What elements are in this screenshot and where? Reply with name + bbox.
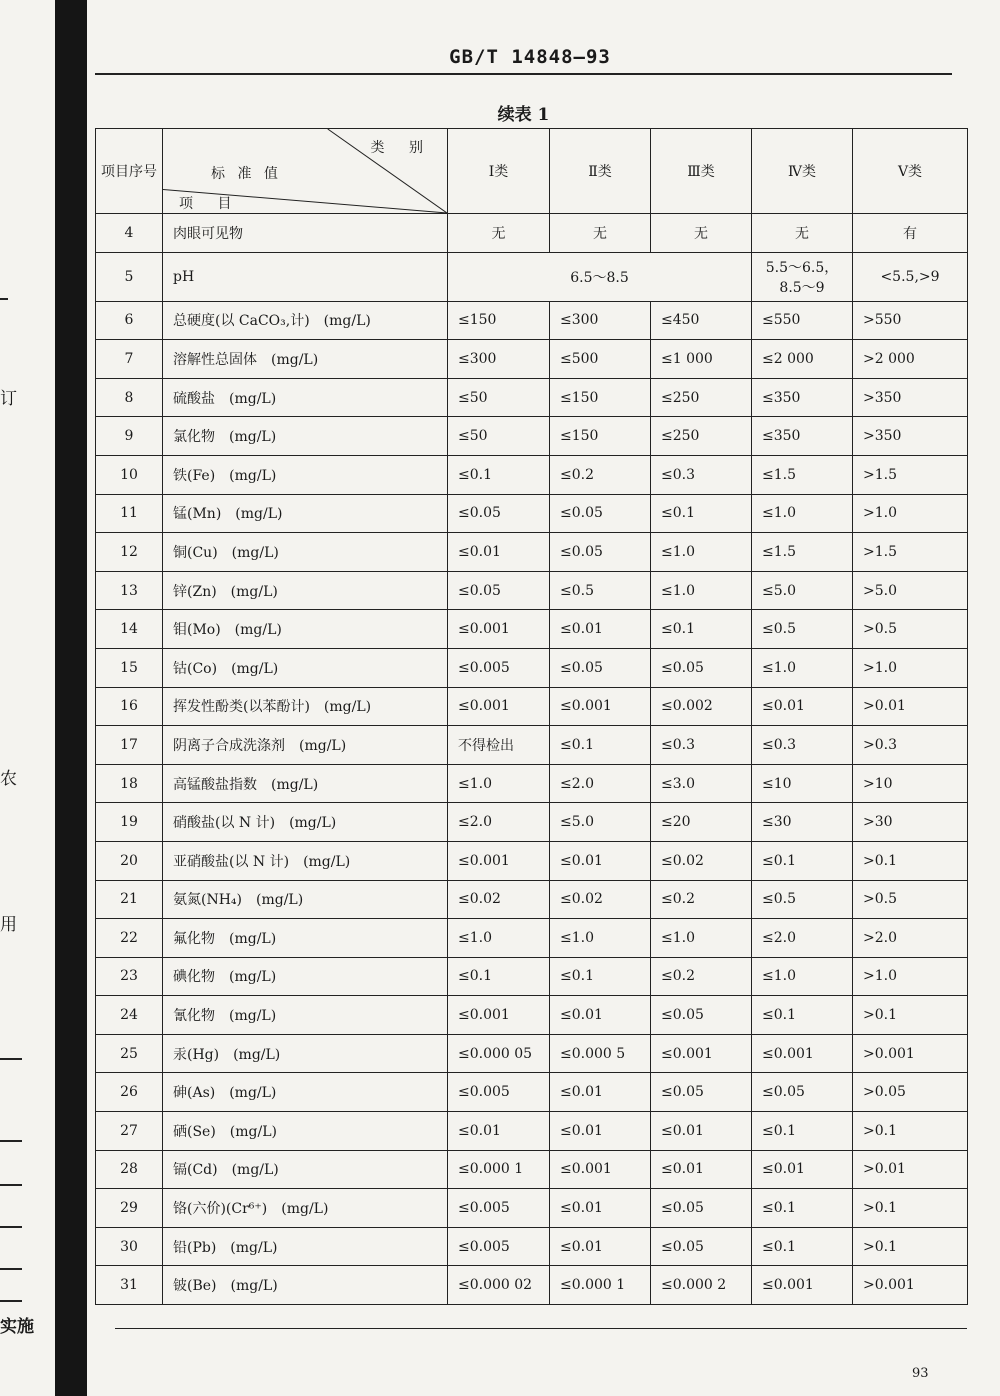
item-name: 氟化物 (mg/L) <box>163 919 448 958</box>
value-class-4: ≤0.001 <box>752 1266 853 1305</box>
scan-binding-edge <box>55 0 87 1396</box>
value-class-1: ≤0.1 <box>448 957 550 996</box>
value-class-2: ≤0.05 <box>550 648 651 687</box>
class-header-5: Ⅴ类 <box>853 129 968 214</box>
item-name: 汞(Hg) (mg/L) <box>163 1034 448 1073</box>
value-class-1: ≤0.000 05 <box>448 1034 550 1073</box>
value-class-5: >1.0 <box>853 494 968 533</box>
value-class-1: ≤300 <box>448 340 550 379</box>
table-row <box>96 340 968 379</box>
value-class-5: >30 <box>853 803 968 842</box>
value-class-1: ≤150 <box>448 301 550 340</box>
table-row <box>96 378 968 417</box>
table-row <box>96 1189 968 1228</box>
value-class-5: >0.01 <box>853 1150 968 1189</box>
value-class-2: ≤0.05 <box>550 494 651 533</box>
table-row <box>96 494 968 533</box>
item-number: 16 <box>96 687 163 726</box>
item-number: 20 <box>96 841 163 880</box>
value-class-1: ≤0.005 <box>448 648 550 687</box>
value-class-2: ≤0.02 <box>550 880 651 919</box>
table-row <box>96 301 968 340</box>
value-class-1: ≤0.005 <box>448 1227 550 1266</box>
margin-rule <box>0 1140 22 1142</box>
item-name: 锌(Zn) (mg/L) <box>163 571 448 610</box>
item-name: 砷(As) (mg/L) <box>163 1073 448 1112</box>
value-class-4: ≤0.1 <box>752 841 853 880</box>
item-number: 4 <box>96 214 163 253</box>
value-class-4: ≤2 000 <box>752 340 853 379</box>
value-class-4: ≤0.5 <box>752 880 853 919</box>
item-number: 7 <box>96 340 163 379</box>
value-class-3: ≤0.001 <box>651 1034 752 1073</box>
value-class-5: >0.05 <box>853 1073 968 1112</box>
value-class-5: >0.5 <box>853 610 968 649</box>
value-class-4: ≤0.1 <box>752 1112 853 1151</box>
value-class-2: ≤0.01 <box>550 1073 651 1112</box>
standard-id-header: GB/T 14848—93 <box>449 46 611 68</box>
value-class-3: ≤0.01 <box>651 1150 752 1189</box>
value-class-4: ≤1.5 <box>752 533 853 572</box>
table-header-row <box>96 129 968 214</box>
value-class-2: ≤0.01 <box>550 996 651 1035</box>
table-row <box>96 880 968 919</box>
margin-rule <box>0 298 8 300</box>
item-number: 19 <box>96 803 163 842</box>
value-class-5: >0.1 <box>853 1112 968 1151</box>
value-class-1: ≤1.0 <box>448 764 550 803</box>
value-class-2: ≤0.01 <box>550 610 651 649</box>
item-number: 8 <box>96 378 163 417</box>
value-class-1: ≤0.05 <box>448 571 550 610</box>
value-class-4: ≤2.0 <box>752 919 853 958</box>
item-name: 铍(Be) (mg/L) <box>163 1266 448 1305</box>
value-class-4: 5.5～6.5，8.5～9 <box>752 252 853 301</box>
margin-char-3: 用 <box>0 915 17 935</box>
margin-char-1: 订 <box>0 389 17 409</box>
margin-rule <box>0 1300 22 1302</box>
item-number: 28 <box>96 1150 163 1189</box>
value-class-3: ≤0.05 <box>651 996 752 1035</box>
value-class-3: ≤0.000 2 <box>651 1266 752 1305</box>
value-class-2: ≤0.1 <box>550 957 651 996</box>
item-name: 氨氮(NH₄) (mg/L) <box>163 880 448 919</box>
value-class-5: >550 <box>853 301 968 340</box>
value-class-2: ≤0.000 1 <box>550 1266 651 1305</box>
value-class-3: ≤0.2 <box>651 957 752 996</box>
table-row <box>96 1034 968 1073</box>
value-class-5: >10 <box>853 764 968 803</box>
item-name: 铁(Fe) (mg/L) <box>163 455 448 494</box>
value-class-1: ≤0.001 <box>448 996 550 1035</box>
item-name: 铬(六价)(Cr⁶⁺) (mg/L) <box>163 1189 448 1228</box>
table-caption: 续表 1 <box>497 105 550 125</box>
value-class-3: 无 <box>651 214 752 253</box>
header-rule <box>95 73 952 75</box>
value-class-1: ≤1.0 <box>448 919 550 958</box>
class-header-2: Ⅱ类 <box>550 129 651 214</box>
value-class-3: ≤0.1 <box>651 494 752 533</box>
value-class-1: ≤0.01 <box>448 1112 550 1151</box>
item-name: 镉(Cd) (mg/L) <box>163 1150 448 1189</box>
table-row <box>96 996 968 1035</box>
item-number: 17 <box>96 726 163 765</box>
value-class-2: ≤150 <box>550 378 651 417</box>
item-name: 铜(Cu) (mg/L) <box>163 533 448 572</box>
value-class-1: ≤0.1 <box>448 455 550 494</box>
item-number: 10 <box>96 455 163 494</box>
value-class-4: ≤0.001 <box>752 1034 853 1073</box>
item-number: 21 <box>96 880 163 919</box>
item-number: 11 <box>96 494 163 533</box>
value-class-3: ≤3.0 <box>651 764 752 803</box>
item-number: 23 <box>96 957 163 996</box>
value-class-5: >1.5 <box>853 455 968 494</box>
table-row <box>96 610 968 649</box>
value-class-2: ≤0.01 <box>550 1227 651 1266</box>
margin-rule <box>0 1268 22 1270</box>
value-class-4: ≤1.0 <box>752 494 853 533</box>
item-label: 项 目 <box>179 196 242 212</box>
item-name: 肉眼可见物 <box>163 214 448 253</box>
value-class-4: ≤0.05 <box>752 1073 853 1112</box>
item-number: 24 <box>96 996 163 1035</box>
item-name: 碘化物 (mg/L) <box>163 957 448 996</box>
table-row <box>96 214 968 253</box>
value-class-4: ≤5.0 <box>752 571 853 610</box>
table-row <box>96 764 968 803</box>
table-row <box>96 417 968 456</box>
margin-rule <box>0 1184 22 1186</box>
table-row <box>96 1227 968 1266</box>
value-class-5: >0.1 <box>853 1227 968 1266</box>
item-name: 挥发性酚类(以苯酚计) (mg/L) <box>163 687 448 726</box>
item-number: 25 <box>96 1034 163 1073</box>
value-class-2: ≤0.5 <box>550 571 651 610</box>
value-class-1: ≤0.000 1 <box>448 1150 550 1189</box>
value-class-3: ≤250 <box>651 378 752 417</box>
value-class-3: ≤0.3 <box>651 726 752 765</box>
table-row <box>96 1112 968 1151</box>
margin-rule <box>0 1058 22 1060</box>
value-class-2: ≤0.01 <box>550 841 651 880</box>
value-class-3: ≤0.05 <box>651 1073 752 1112</box>
value-class-4: ≤350 <box>752 417 853 456</box>
item-number: 15 <box>96 648 163 687</box>
item-name: 总硬度(以 CaCO₃,计) (mg/L) <box>163 301 448 340</box>
item-number: 18 <box>96 764 163 803</box>
margin-char-2: 农 <box>0 769 17 789</box>
table-row <box>96 803 968 842</box>
water-quality-table <box>95 128 968 1305</box>
value-class-5: >350 <box>853 378 968 417</box>
value-class-1: ≤0.02 <box>448 880 550 919</box>
value-class-5: >2.0 <box>853 919 968 958</box>
value-class-3: ≤0.05 <box>651 648 752 687</box>
value-class-3: ≤0.2 <box>651 880 752 919</box>
table-row <box>96 1073 968 1112</box>
value-class-3: ≤0.05 <box>651 1189 752 1228</box>
value-class-1: ≤0.05 <box>448 494 550 533</box>
value-class-5: >1.5 <box>853 533 968 572</box>
table-row <box>96 726 968 765</box>
value-class-1: ≤2.0 <box>448 803 550 842</box>
item-number: 22 <box>96 919 163 958</box>
table-row <box>96 841 968 880</box>
item-name: 硒(Se) (mg/L) <box>163 1112 448 1151</box>
value-class-5: >1.0 <box>853 648 968 687</box>
item-name: 氯化物 (mg/L) <box>163 417 448 456</box>
value-class-1: ≤0.005 <box>448 1189 550 1228</box>
value-class-5: >0.1 <box>853 841 968 880</box>
value-class-1: ≤0.000 02 <box>448 1266 550 1305</box>
value-class-2: 无 <box>550 214 651 253</box>
item-name: 钴(Co) (mg/L) <box>163 648 448 687</box>
value-class-4: ≤550 <box>752 301 853 340</box>
value-class-4: ≤10 <box>752 764 853 803</box>
item-number: 29 <box>96 1189 163 1228</box>
class-header-3: Ⅲ类 <box>651 129 752 214</box>
table-row <box>96 687 968 726</box>
table-row <box>96 1266 968 1305</box>
value-class-2: ≤0.001 <box>550 687 651 726</box>
item-number: 9 <box>96 417 163 456</box>
item-number: 12 <box>96 533 163 572</box>
value-class-1: ≤0.01 <box>448 533 550 572</box>
item-name: 锰(Mn) (mg/L) <box>163 494 448 533</box>
table-row <box>96 919 968 958</box>
value-class-4: 无 <box>752 214 853 253</box>
table-row <box>96 455 968 494</box>
value-class-5: 有 <box>853 214 968 253</box>
margin-rule <box>0 1226 22 1228</box>
value-class-2: ≤0.001 <box>550 1150 651 1189</box>
category-label: 类 别 <box>370 140 433 156</box>
value-class-3: ≤450 <box>651 301 752 340</box>
standard-value-label: 标 准 值 <box>211 166 282 182</box>
item-number: 27 <box>96 1112 163 1151</box>
value-class-4: ≤350 <box>752 378 853 417</box>
item-number: 31 <box>96 1266 163 1305</box>
margin-char-4: 实施 <box>0 1317 34 1337</box>
value-class-3: ≤0.05 <box>651 1227 752 1266</box>
value-class-4: ≤30 <box>752 803 853 842</box>
table-row <box>96 533 968 572</box>
value-class-3: ≤250 <box>651 417 752 456</box>
value-class-3: ≤20 <box>651 803 752 842</box>
value-class-1: 无 <box>448 214 550 253</box>
value-class-5: >0.001 <box>853 1034 968 1073</box>
value-class-5: >0.01 <box>853 687 968 726</box>
value-class-2: ≤0.01 <box>550 1189 651 1228</box>
value-class-5: >0.5 <box>853 880 968 919</box>
value-class-1: ≤50 <box>448 378 550 417</box>
value-class-5: >350 <box>853 417 968 456</box>
value-class-1: ≤0.001 <box>448 841 550 880</box>
value-class-2: ≤0.05 <box>550 533 651 572</box>
item-name: 溶解性总固体 (mg/L) <box>163 340 448 379</box>
value-class-5: >1.0 <box>853 957 968 996</box>
value-class-4: ≤0.01 <box>752 687 853 726</box>
item-name: 氰化物 (mg/L) <box>163 996 448 1035</box>
value-class-3: ≤0.02 <box>651 841 752 880</box>
value-class-1: ≤0.001 <box>448 687 550 726</box>
item-number: 14 <box>96 610 163 649</box>
value-class-5: >0.1 <box>853 1189 968 1228</box>
value-class-4: ≤0.1 <box>752 1227 853 1266</box>
class-header-4: Ⅳ类 <box>752 129 853 214</box>
value-class-2: ≤150 <box>550 417 651 456</box>
table-row <box>96 648 968 687</box>
value-class-4: ≤0.5 <box>752 610 853 649</box>
value-class-4: ≤0.1 <box>752 1189 853 1228</box>
value-class-2: ≤300 <box>550 301 651 340</box>
value-class-5: >2 000 <box>853 340 968 379</box>
value-class-3: ≤0.002 <box>651 687 752 726</box>
item-number: 30 <box>96 1227 163 1266</box>
value-class-3: ≤0.3 <box>651 455 752 494</box>
value-class-2: ≤0.000 5 <box>550 1034 651 1073</box>
table-row <box>96 957 968 996</box>
value-class-4: ≤1.0 <box>752 957 853 996</box>
value-class-5: >0.1 <box>853 996 968 1035</box>
item-number: 5 <box>96 252 163 301</box>
value-class-1: ≤50 <box>448 417 550 456</box>
value-class-5: >5.0 <box>853 571 968 610</box>
value-class-4: ≤0.1 <box>752 996 853 1035</box>
value-class-5: <5.5,>9 <box>853 252 968 301</box>
value-class-3: ≤0.1 <box>651 610 752 649</box>
item-name: 钼(Mo) (mg/L) <box>163 610 448 649</box>
value-class-2: ≤5.0 <box>550 803 651 842</box>
table-row <box>96 252 968 301</box>
value-class-2: ≤0.2 <box>550 455 651 494</box>
value-class-2: ≤0.1 <box>550 726 651 765</box>
item-name: 亚硝酸盐(以 N 计) (mg/L) <box>163 841 448 880</box>
class-header-1: Ⅰ类 <box>448 129 550 214</box>
value-class-5: >0.001 <box>853 1266 968 1305</box>
index-column-header: 项目序号 <box>96 129 163 214</box>
item-name: 硫酸盐 (mg/L) <box>163 378 448 417</box>
value-class-4: ≤1.0 <box>752 648 853 687</box>
value-class-2: ≤1.0 <box>550 919 651 958</box>
value-class-4: ≤0.3 <box>752 726 853 765</box>
value-class-5: >0.3 <box>853 726 968 765</box>
item-name: 高锰酸盐指数 (mg/L) <box>163 764 448 803</box>
value-class-2: ≤2.0 <box>550 764 651 803</box>
value-class-1: ≤0.001 <box>448 610 550 649</box>
item-number: 26 <box>96 1073 163 1112</box>
merged-value-class-1-3: 6.5～8.5 <box>448 252 752 301</box>
value-class-2: ≤0.01 <box>550 1112 651 1151</box>
item-number: 13 <box>96 571 163 610</box>
item-name: 硝酸盐(以 N 计) (mg/L) <box>163 803 448 842</box>
table-bottom-rule <box>115 1328 967 1329</box>
item-name: pH <box>163 252 448 301</box>
value-class-3: ≤1.0 <box>651 533 752 572</box>
table-row <box>96 571 968 610</box>
item-name: 铅(Pb) (mg/L) <box>163 1227 448 1266</box>
table-row <box>96 1150 968 1189</box>
value-class-1: ≤0.005 <box>448 1073 550 1112</box>
value-class-1: 不得检出 <box>448 726 550 765</box>
page-number: 93 <box>912 1366 929 1381</box>
value-class-3: ≤1 000 <box>651 340 752 379</box>
value-class-3: ≤0.01 <box>651 1112 752 1151</box>
item-name: 阴离子合成洗涤剂 (mg/L) <box>163 726 448 765</box>
value-class-4: ≤1.5 <box>752 455 853 494</box>
diagonal-header-cell <box>163 129 448 214</box>
value-class-3: ≤1.0 <box>651 571 752 610</box>
value-class-2: ≤500 <box>550 340 651 379</box>
item-number: 6 <box>96 301 163 340</box>
value-class-3: ≤1.0 <box>651 919 752 958</box>
value-class-4: ≤0.01 <box>752 1150 853 1189</box>
